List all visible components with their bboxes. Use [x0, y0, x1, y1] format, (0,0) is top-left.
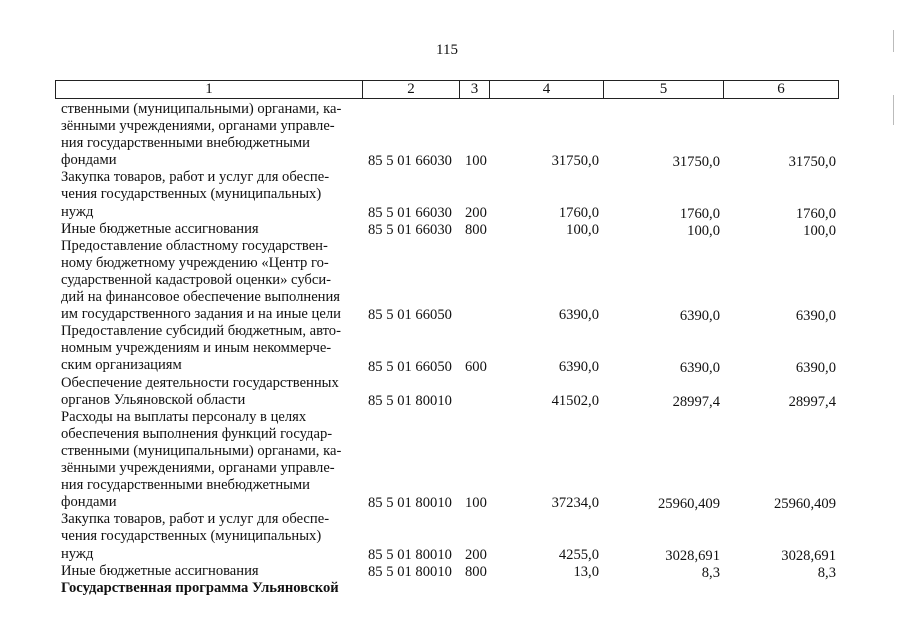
budget-code-cell: 85 5 01 66050 — [368, 358, 452, 375]
amount-col-5-cell: 31750,0 — [672, 154, 720, 171]
amount-col-5-cell: 3028,691 — [665, 547, 720, 564]
row-description — [61, 101, 355, 169]
description-line: ному бюджетному учреждению «Центр го- — [61, 254, 329, 271]
description-line: Предоставление субсидий бюджетным, авто- — [61, 323, 341, 340]
description-line: ния государственными внебюджетными — [61, 477, 310, 494]
description-line: зёнными учреждениями, органами управле- — [61, 118, 335, 135]
description-line: Обеспечение деятельности государственных — [61, 374, 339, 391]
row-description — [61, 511, 355, 562]
row-description — [61, 238, 355, 323]
description-line: фондами — [61, 494, 117, 511]
amount-col-5-cell: 6390,0 — [679, 308, 720, 325]
amount-col-5-cell: 6390,0 — [679, 359, 720, 376]
description-line: Государственная программа Ульяновской — [61, 579, 339, 596]
amount-col-4-cell: 1760,0 — [558, 204, 599, 221]
amount-col-4-cell: 37234,0 — [551, 495, 599, 512]
description-line: ственными (муниципальными) органами, ка- — [61, 101, 342, 117]
budget-code-cell: 85 5 01 66030 — [368, 221, 452, 238]
amount-col-6-cell: 25960,409 — [773, 496, 836, 513]
description-line: Расходы на выплаты персоналу в целях — [61, 408, 307, 425]
amount-col-5-cell: 1760,0 — [679, 205, 720, 222]
amount-col-6-cell: 28997,4 — [788, 393, 836, 410]
row-description — [61, 409, 355, 512]
scan-edge-mark — [893, 95, 894, 125]
description-line: ским организациям — [61, 357, 182, 374]
table-header-col-6: 6 — [723, 80, 839, 99]
expense-type-cell: 800 — [465, 221, 487, 238]
amount-col-6-cell: 3028,691 — [781, 547, 836, 564]
description-line: нужд — [61, 545, 94, 562]
description-line: сударственной кадастровой оценки» субси- — [61, 271, 331, 288]
description-line: ственными (муниципальными) органами, ка- — [61, 442, 342, 459]
amount-col-4-cell: 13,0 — [573, 563, 599, 580]
row-description — [61, 221, 355, 238]
expense-type-cell: 200 — [465, 204, 487, 221]
description-line: Закупка товаров, работ и услуг для обеспе- — [61, 169, 330, 186]
amount-col-4-cell: 4255,0 — [558, 546, 599, 563]
table-header-col-1: 1 — [55, 80, 363, 99]
row-description — [61, 375, 355, 409]
expense-type-cell: 200 — [465, 546, 487, 563]
table-header-col-5: 5 — [603, 80, 724, 99]
description-line: номным учреждениям и иным некоммерче- — [61, 340, 332, 357]
amount-col-4-cell: 6390,0 — [558, 358, 599, 375]
amount-col-6-cell: 6390,0 — [795, 308, 836, 325]
budget-code-cell: 85 5 01 66050 — [368, 307, 452, 324]
row-description — [61, 580, 355, 597]
budget-code-cell: 85 5 01 66030 — [368, 204, 452, 221]
budget-code-cell: 85 5 01 80010 — [368, 392, 452, 409]
description-line: чения государственных (муниципальных) — [61, 528, 322, 545]
description-line: Иные бюджетные ассигнования — [61, 220, 259, 237]
amount-col-5-cell: 28997,4 — [672, 393, 720, 410]
expense-type-cell: 800 — [465, 563, 487, 580]
description-line: ния государственными внебюджетными — [61, 135, 310, 152]
row-description — [61, 323, 355, 374]
amount-col-4-cell: 100,0 — [566, 221, 599, 238]
amount-col-4-cell: 6390,0 — [558, 307, 599, 324]
amount-col-4-cell: 31750,0 — [551, 153, 599, 170]
expense-type-cell: 100 — [465, 153, 487, 170]
description-line: Иные бюджетные ассигнования — [61, 562, 259, 579]
amount-col-6-cell: 100,0 — [803, 222, 836, 239]
table-header-col-3: 3 — [459, 80, 490, 99]
description-line: обеспечения выполнения функций государ- — [61, 425, 333, 442]
amount-col-6-cell: 6390,0 — [795, 359, 836, 376]
scan-edge-mark — [893, 30, 894, 52]
amount-col-4-cell: 41502,0 — [551, 392, 599, 409]
amount-col-6-cell: 8,3 — [817, 564, 836, 581]
budget-code-cell: 85 5 01 80010 — [368, 546, 452, 563]
amount-col-5-cell: 25960,409 — [657, 496, 720, 513]
description-line: нужд — [61, 203, 94, 220]
expense-type-cell: 100 — [465, 495, 487, 512]
description-line: фондами — [61, 152, 117, 169]
budget-code-cell: 85 5 01 80010 — [368, 495, 452, 512]
table-header-col-4: 4 — [489, 80, 604, 99]
budget-code-cell: 85 5 01 66030 — [368, 153, 452, 170]
description-line: органов Ульяновской области — [61, 391, 246, 408]
amount-col-6-cell: 1760,0 — [795, 205, 836, 222]
amount-col-5-cell: 8,3 — [701, 564, 720, 581]
description-line: им государственного задания и на иные цели — [61, 306, 341, 323]
amount-col-5-cell: 100,0 — [687, 222, 720, 239]
row-description — [61, 169, 355, 220]
description-line: зёнными учреждениями, органами управле- — [61, 460, 335, 477]
description-line: чения государственных (муниципальных) — [61, 186, 322, 203]
page-number: 115 — [436, 42, 458, 58]
description-line: дий на финансовое обеспечение выполнения — [61, 289, 341, 306]
description-line: Предоставление областному государствен- — [61, 237, 328, 254]
amount-col-6-cell: 31750,0 — [788, 154, 836, 171]
budget-code-cell: 85 5 01 80010 — [368, 563, 452, 580]
row-description — [61, 563, 355, 580]
table-header-col-2: 2 — [362, 80, 460, 99]
expense-type-cell: 600 — [465, 358, 487, 375]
description-line: Закупка товаров, работ и услуг для обеспе- — [61, 511, 330, 528]
